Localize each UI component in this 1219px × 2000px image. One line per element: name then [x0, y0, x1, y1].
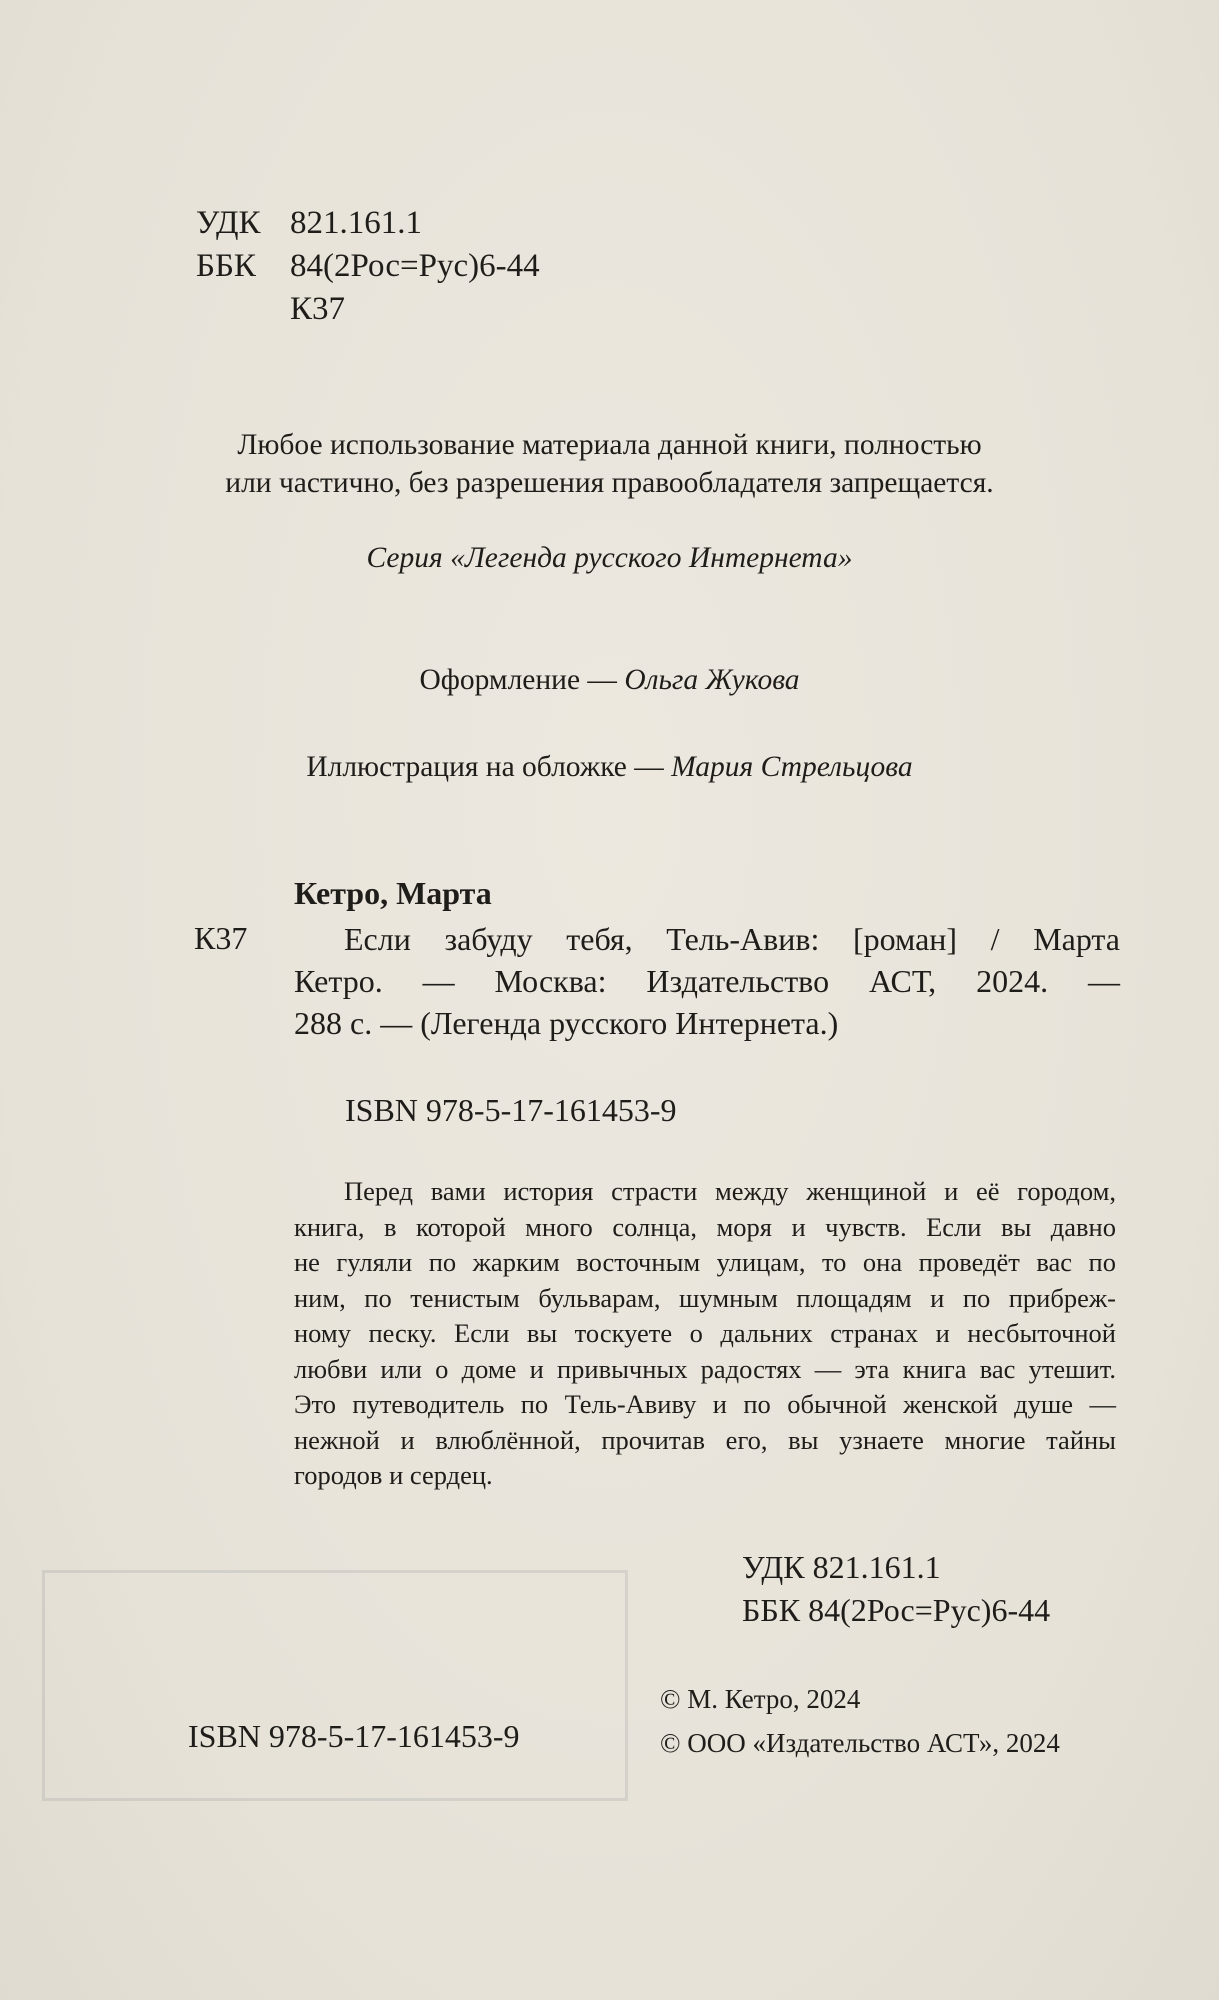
annotation-line: любви или о доме и привычных радостях — эта книга вас утешит.: [294, 1353, 1116, 1384]
udk-label: УДК: [196, 205, 261, 241]
catalog-line-1: Если забуду тебя, Тель-Авив: [роман] / Марта: [344, 921, 1120, 957]
series-line: Серия «Легенда русского Интернета»: [366, 542, 853, 574]
design-name: Ольга Жукова: [624, 664, 800, 696]
bottom-udk: УДК 821.161.1: [742, 1549, 941, 1585]
top-classification-codes: [196, 202, 540, 331]
catalog-line-2: Кетро. — Москва: Издательство АСТ, 2024. —: [294, 963, 1120, 999]
catalog-isbn: ISBN 978-5-17-161453-9: [345, 1092, 677, 1128]
udk-row: [196, 202, 540, 245]
catalog-author: Кетро, Марта: [294, 875, 492, 911]
annotation-line: не гуляли по жарким восточным улицам, то она проведёт вас по: [294, 1247, 1116, 1277]
bbk-row: [196, 245, 540, 288]
illustration-credit: [0, 751, 1219, 784]
copyright-publisher: © ООО «Издательство АСТ», 2024: [660, 1728, 1060, 1758]
udk-value: 821.161.1: [290, 205, 422, 241]
author-mark-row: [196, 288, 540, 331]
annotation-line: ним, по тенистым бульварам, шумным площадям и по прибреж-: [294, 1282, 1116, 1313]
bottom-bbk: ББК 84(2Рос=Рус)6-44: [742, 1592, 1051, 1628]
author-mark: К37: [290, 291, 346, 327]
copyright-block: [660, 1677, 1060, 1765]
annotation-line: Перед вами история страсти между женщиной и её городом,: [344, 1176, 1116, 1206]
notice-line-1: Любое использование материала данной книги, полностью: [237, 429, 982, 461]
annotation-line: Это путеводитель по Тель-Авиву и по обычной женской душе —: [294, 1389, 1116, 1419]
design-label: Оформление —: [419, 664, 625, 696]
catalog-line-3: 288 с. — (Легенда русского Интернета.): [294, 1005, 839, 1041]
bottom-classification-codes: [742, 1546, 1050, 1632]
catalog-description: [294, 918, 1120, 1044]
bbk-value: 84(2Рос=Рус)6-44: [290, 248, 540, 284]
annotation-line: нежной и влюблённой, прочитав его, вы узнаете многие тайны: [294, 1424, 1116, 1455]
annotation-line: городов и сердец.: [294, 1460, 493, 1490]
catalog-mark: К37: [194, 920, 248, 956]
copyright-notice: [0, 426, 1219, 502]
illustration-name: Мария Стрельцова: [671, 751, 913, 783]
annotation: [294, 1174, 1116, 1494]
annotation-line: ному песку. Если вы тоскуете о дальних странах и несбыточной: [294, 1318, 1116, 1348]
copyright-author: © М. Кетро, 2024: [660, 1684, 861, 1714]
bbk-label: ББК: [196, 248, 256, 284]
notice-line-2: или частично, без разрешения правообладателя запрещается.: [225, 467, 994, 499]
illustration-label: Иллюстрация на обложке —: [306, 751, 672, 783]
show-through-stamp: [42, 1570, 628, 1801]
bottom-isbn: ISBN 978-5-17-161453-9: [188, 1718, 520, 1754]
annotation-line: книга, в которой много солнца, моря и чувств. Если вы давно: [294, 1211, 1116, 1242]
design-credit: [0, 664, 1219, 697]
